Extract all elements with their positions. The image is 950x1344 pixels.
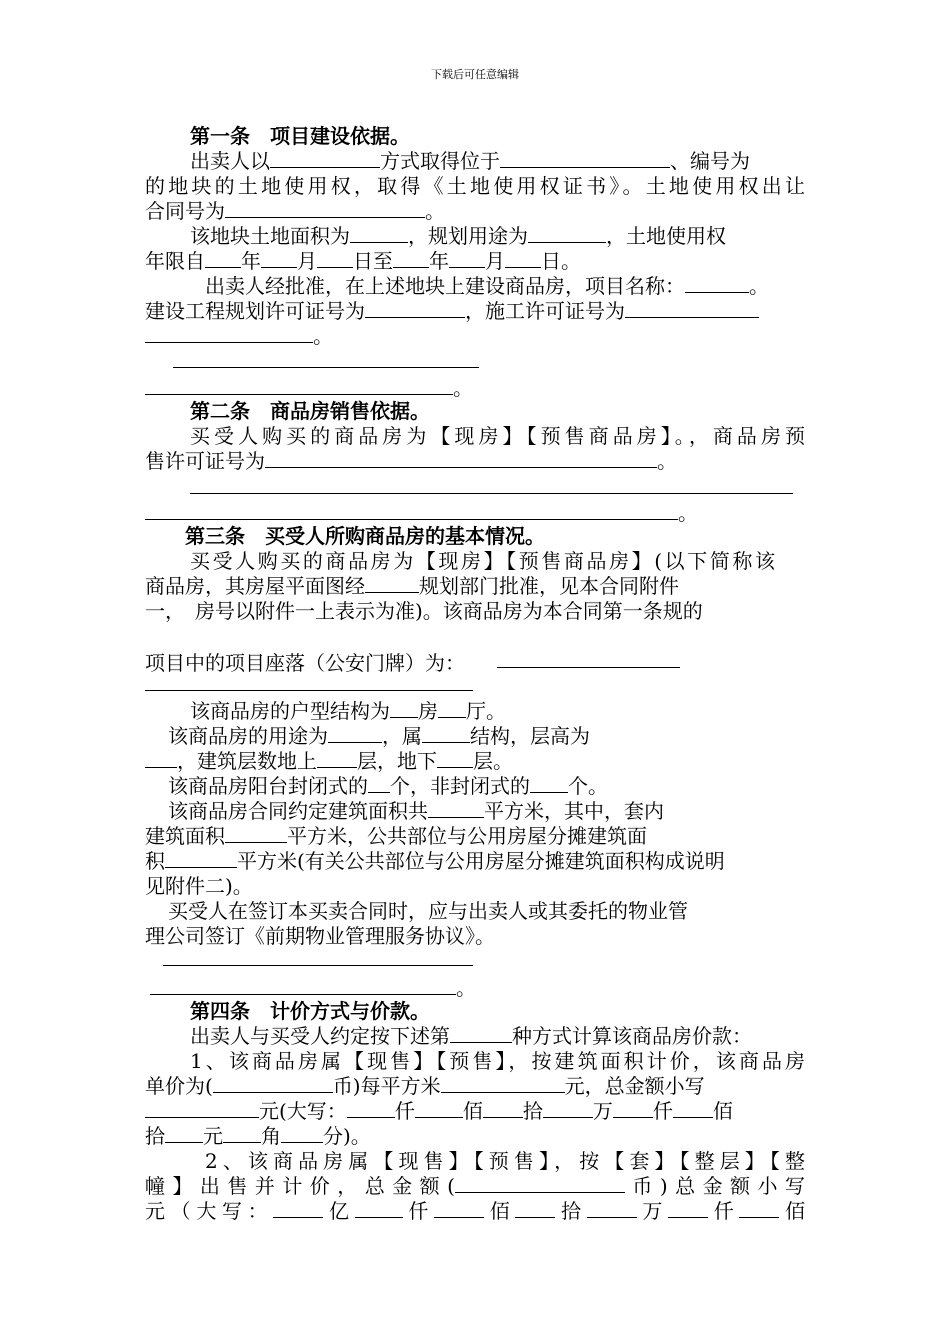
text-segment: 。	[313, 324, 333, 348]
blank-underline[interactable]	[328, 724, 382, 743]
text-line-a4-l6	[205, 1149, 805, 1173]
blank-rule-a3-3[interactable]	[163, 965, 473, 966]
text-segment: 佰	[484, 1199, 516, 1223]
blank-underline[interactable]	[145, 376, 453, 395]
text-segment: 币)每平方米	[332, 1074, 441, 1098]
text-line-a3-l12	[145, 849, 725, 873]
blank-underline[interactable]	[685, 274, 749, 293]
text-line-a1-l1	[190, 149, 750, 173]
text-segment: 仟	[402, 1199, 435, 1223]
text-line-a1-l8	[145, 324, 333, 348]
blank-underline[interactable]	[505, 249, 541, 268]
text-segment: ，规划用途为	[408, 224, 528, 248]
text-line-a4-l8	[145, 1199, 805, 1223]
text-segment: 第四条 计价方式与价款。	[190, 999, 430, 1023]
text-segment: 合同号为	[145, 199, 225, 223]
text-segment: 单价为(	[145, 1074, 213, 1098]
blank-underline[interactable]	[223, 1124, 261, 1143]
text-line-a3-l2	[145, 574, 679, 598]
text-segment: 买受人购买的商品房为【现房】【预售商品房】。，商品房预	[190, 424, 805, 448]
blank-underline[interactable]	[515, 1199, 555, 1218]
blank-underline[interactable]	[668, 1199, 708, 1218]
text-line-a3-l13	[145, 874, 253, 898]
blank-underline[interactable]	[165, 1124, 203, 1143]
blank-underline[interactable]	[450, 1024, 512, 1043]
text-segment: 元(大写：	[259, 1099, 347, 1123]
text-line-a2-l1	[190, 424, 805, 448]
text-segment: 种方式计算该商品房价款：	[512, 1024, 752, 1048]
text-segment: 1、该商品房属【现售】【预售】，按建筑面积计价，该商品房	[190, 1049, 805, 1073]
blank-underline[interactable]	[483, 1099, 523, 1118]
text-segment: ，施工许可证号为	[465, 299, 625, 323]
blank-underline[interactable]	[265, 449, 657, 468]
text-segment: 拾	[555, 1199, 587, 1223]
blank-underline[interactable]	[422, 724, 470, 743]
text-segment: 。	[749, 274, 769, 298]
blank-underline[interactable]	[355, 1199, 403, 1218]
text-segment: 月	[297, 249, 317, 273]
blank-underline[interactable]	[261, 249, 297, 268]
text-segment: 层。	[473, 749, 513, 773]
text-segment: 元（大写：	[145, 1199, 274, 1223]
blank-underline[interactable]	[350, 224, 408, 243]
text-segment: 拾	[522, 1099, 543, 1123]
text-segment: 第三条 买受人所购商品房的基本情况。	[185, 524, 545, 548]
text-line-a1-l4	[190, 224, 726, 248]
text-segment: 出卖人与买受人约定按下述第	[190, 1024, 450, 1048]
text-segment: 建筑面积	[145, 824, 225, 848]
blank-underline[interactable]	[165, 849, 237, 868]
text-segment: 该商品房的用途为	[168, 724, 328, 748]
text-line-a3-l15	[145, 924, 495, 948]
text-line-a1-l10	[145, 376, 473, 400]
text-line-a3-l4	[145, 651, 465, 675]
blank-underline[interactable]	[438, 699, 466, 718]
blank-underline[interactable]	[145, 1099, 259, 1118]
text-segment: 。	[657, 449, 677, 473]
text-segment: 。	[678, 501, 698, 525]
text-line-a3-l9	[168, 774, 608, 798]
text-line-a1-l2	[145, 174, 805, 198]
blank-underline[interactable]	[273, 1199, 323, 1218]
blank-rule-a3-1[interactable]	[497, 667, 680, 668]
text-segment: 理公司签订《前期物业管理服务协议》。	[145, 924, 495, 948]
text-segment: 第二条 商品房销售依据。	[190, 399, 430, 423]
text-segment: 年限自	[145, 249, 205, 273]
blank-underline[interactable]	[428, 799, 484, 818]
blank-underline[interactable]	[145, 501, 678, 520]
text-line-a2-l4	[145, 501, 698, 525]
text-line-a4-l2	[190, 1049, 805, 1073]
text-segment: 。	[453, 376, 473, 400]
text-segment: 日至	[353, 249, 393, 273]
blank-underline[interactable]	[437, 749, 473, 768]
text-segment: 日。	[541, 249, 581, 273]
blank-underline[interactable]	[613, 1099, 653, 1118]
text-line-a2-title	[190, 399, 430, 423]
text-segment: ，土地使用权	[606, 224, 726, 248]
text-segment: 角	[261, 1124, 281, 1148]
text-line-a3-l6	[190, 699, 506, 723]
text-segment: 该商品房阳台封闭式的	[168, 774, 368, 798]
text-line-a3-l8	[145, 749, 513, 773]
text-segment: 平方米(有关公共部位与公用房屋分摊建筑面积构成说明	[237, 849, 725, 873]
blank-underline[interactable]	[317, 249, 353, 268]
blank-underline[interactable]	[587, 1199, 637, 1218]
blank-underline[interactable]	[365, 574, 419, 593]
text-segment: 售许可证号为	[145, 449, 265, 473]
text-segment: 拾	[145, 1124, 165, 1148]
text-segment: 出卖人经批准，在上述地块上建设商品房，项目名称：	[205, 274, 685, 298]
text-line-a4-l3	[145, 1074, 705, 1098]
text-segment: 仟	[394, 1099, 415, 1123]
blank-underline[interactable]	[434, 1199, 484, 1218]
text-segment: 买受人在签订本买卖合同时，应与出卖人或其委托的物业管	[168, 899, 688, 923]
text-segment: 一， 房号以附件一上表示为准)。该商品房为本合同第一条规的	[145, 599, 703, 623]
text-segment: 亿	[323, 1199, 355, 1223]
text-segment: 。	[456, 976, 476, 1000]
blank-underline[interactable]	[205, 249, 241, 268]
blank-underline[interactable]	[225, 199, 425, 218]
blank-underline[interactable]	[368, 774, 390, 793]
page-header: 下载后可任意编辑	[431, 68, 519, 81]
text-segment: 万	[592, 1099, 613, 1123]
text-segment: 层，地下	[357, 749, 437, 773]
blank-underline[interactable]	[225, 824, 287, 843]
text-segment: 规划部门批准，见本合同附件	[419, 574, 679, 598]
text-line-a4-title	[190, 999, 430, 1023]
text-segment: 结构，层高为	[470, 724, 590, 748]
text-segment: 佰	[712, 1099, 733, 1123]
blank-underline[interactable]	[281, 1124, 323, 1143]
text-line-a3-l3	[145, 599, 703, 623]
blank-underline[interactable]	[347, 1099, 395, 1118]
text-segment: 该地块土地面积为	[190, 224, 350, 248]
text-line-a2-l2	[145, 449, 677, 473]
text-segment: 该商品房合同约定建筑面积共	[168, 799, 428, 823]
text-line-a3-l7	[168, 724, 590, 748]
blank-underline[interactable]	[625, 299, 759, 318]
text-segment: ，建筑层数地上	[177, 749, 317, 773]
text-segment: 分)。	[323, 1124, 371, 1148]
blank-underline[interactable]	[739, 1199, 779, 1218]
text-segment: 个，非封闭式的	[390, 774, 530, 798]
text-line-a3-l11	[145, 824, 647, 848]
text-segment: 幢】出售并计价，总金额(	[145, 1174, 455, 1198]
blank-rule-a3-2[interactable]	[145, 690, 473, 691]
text-segment: 仟	[652, 1099, 673, 1123]
text-segment: 该商品房的户型结构为	[190, 699, 390, 723]
text-segment: 币)总金额小写	[624, 1174, 805, 1198]
blank-underline[interactable]	[500, 149, 670, 168]
blank-underline[interactable]	[530, 774, 568, 793]
text-line-a1-l5	[145, 249, 581, 273]
text-line-a1-l3	[145, 199, 445, 223]
blank-underline[interactable]	[528, 224, 606, 243]
text-segment: 方式取得位于	[380, 149, 500, 173]
blank-underline[interactable]	[390, 699, 418, 718]
blank-underline[interactable]	[673, 1099, 713, 1118]
text-segment: 厅。	[466, 699, 506, 723]
blank-underline[interactable]	[455, 1174, 625, 1193]
text-line-a4-l5	[145, 1124, 371, 1148]
text-line-a4-l7	[145, 1174, 805, 1198]
text-segment: 仟	[708, 1199, 740, 1223]
text-line-a1-l6	[205, 274, 769, 298]
text-segment: 。	[425, 199, 445, 223]
text-segment: 建设工程规划许可证号为	[145, 299, 365, 323]
blank-underline[interactable]	[415, 1099, 463, 1118]
text-line-a3-l14	[168, 899, 688, 923]
blank-underline[interactable]	[317, 749, 357, 768]
blank-rule-a2-1[interactable]	[190, 493, 793, 494]
text-segment: 万	[636, 1199, 669, 1223]
text-segment: 商品房，其房屋平面图经	[145, 574, 365, 598]
text-segment: 房	[418, 699, 438, 723]
text-segment: 平方米，公共部位与公用房屋分摊建筑面	[287, 824, 647, 848]
text-line-a1-title	[190, 124, 410, 148]
text-segment: 的地块的土地使用权，取得《土地使用权证书》。土地使用权出让	[145, 174, 805, 198]
blank-underline[interactable]	[441, 1074, 565, 1093]
blank-underline[interactable]	[543, 1099, 593, 1118]
text-segment: 元	[203, 1124, 223, 1148]
blank-underline[interactable]	[150, 976, 456, 995]
text-line-a4-l4	[145, 1099, 733, 1123]
text-line-a3-title	[185, 524, 545, 548]
blank-underline[interactable]	[270, 149, 380, 168]
text-segment: 平方米，其中，套内	[484, 799, 664, 823]
text-segment: 佰	[462, 1099, 483, 1123]
blank-underline[interactable]	[393, 249, 429, 268]
blank-underline[interactable]	[449, 249, 485, 268]
text-segment: 元，总金额小写	[564, 1074, 705, 1098]
blank-underline[interactable]	[145, 749, 177, 768]
text-segment: 2、该商品房属【现售】【预售】，按【套】【整层】【整	[205, 1149, 805, 1173]
text-line-a3-l10	[168, 799, 664, 823]
text-segment: 积	[145, 849, 165, 873]
text-line-a1-l7	[145, 299, 759, 323]
text-segment: 出卖人以	[190, 149, 270, 173]
text-segment: 佰	[779, 1199, 806, 1223]
blank-underline[interactable]	[213, 1074, 333, 1093]
text-segment: 年	[429, 249, 449, 273]
blank-underline[interactable]	[145, 324, 313, 343]
text-segment: 月	[485, 249, 505, 273]
text-segment: 项目中的项目座落（公安门牌）为：	[145, 651, 465, 675]
text-segment: ，属	[382, 724, 422, 748]
text-line-a3-l1	[190, 549, 775, 573]
text-line-a3-l17	[150, 976, 476, 1000]
text-segment: 买受人购买的商品房为【现房】【预售商品房】(以下简称该	[190, 549, 775, 573]
text-segment: 个。	[568, 774, 608, 798]
text-segment: 第一条 项目建设依据。	[190, 124, 410, 148]
text-segment: 见附件二)。	[145, 874, 253, 898]
text-line-a4-l1	[190, 1024, 752, 1048]
blank-rule-a1-1[interactable]	[173, 367, 479, 368]
blank-underline[interactable]	[365, 299, 465, 318]
text-segment: 、编号为	[670, 149, 750, 173]
text-segment: 年	[241, 249, 261, 273]
